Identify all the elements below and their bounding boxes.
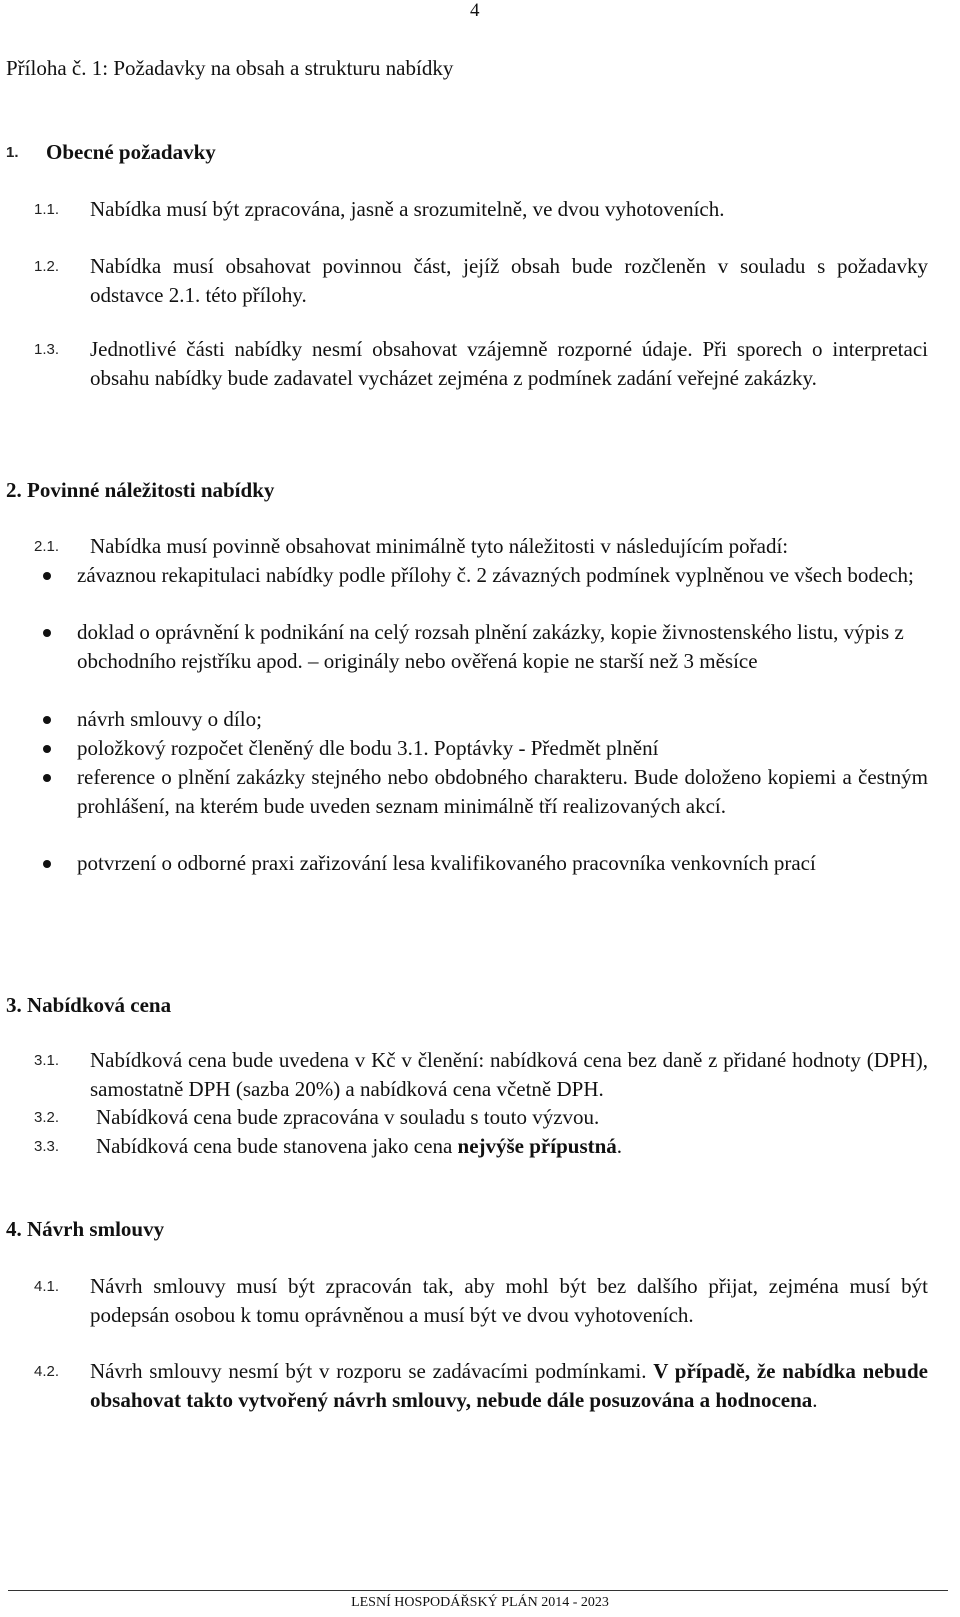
item-4-2-tail: . (812, 1388, 818, 1412)
bullet-item: potvrzení o odborné praxi zařizování lesa kvalifikovaného pracovníka venkovních prací (77, 851, 816, 875)
item-3-3-tail: . (616, 1134, 623, 1158)
page-footer: LESNÍ HOSPODÁŘSKÝ PLÁN 2014 - 2023 (351, 1595, 609, 1610)
item-3-1-text: Nabídková cena bude uvedena v Kč v členění: nabídková cena bez daně z přidané hodnoty (DPH), samostatně DPH (sazba 20%) a nabídková cena včetně DPH. (90, 1048, 928, 1101)
footer-rule (8, 1590, 948, 1591)
item-4-2-number: 4.2. (34, 1363, 60, 1380)
item-4-1-number: 4.1. (34, 1278, 60, 1295)
bullet-item: závaznou rekapitulaci nabídky podle přílohy č. 2 závazných podmínek vyplněnou ve všech bodech; (77, 563, 914, 587)
item-3-2-text: Nabídková cena bude zpracována v souladu s touto výzvou. (96, 1105, 600, 1129)
bullet-item: reference o plnění zakázky stejného nebo obdobného charakteru. Bude doloženo kopiemi a čestným prohlášení, na kterém bude uveden seznam minimálně tří realizovaných akcí. (77, 765, 928, 818)
bullet-item: návrh smlouvy o dílo; (77, 707, 262, 731)
document-title: Příloha č. 1: Požadavky na obsah a strukturu nabídky (6, 56, 454, 80)
bullet-item: položkový rozpočet členěný dle bodu 3.1. Poptávky - Předmět plnění (77, 736, 659, 760)
bullet-dot-icon (43, 745, 51, 753)
item-3-1-number: 3.1. (34, 1052, 60, 1069)
item-1-3-text: Jednotlivé části nabídky nesmí obsahovat vzájemně rozporné údaje. Při sporech o interpretaci obsahu nabídky bude zadavatel vycházet zejména z podmínek zadání veřejné zakázky. (90, 337, 928, 390)
bullet-dot-icon (43, 774, 51, 782)
page-number: 4 (470, 0, 480, 21)
item-1-1-text: Nabídka musí být zpracována, jasně a srozumitelně, ve dvou vyhotoveních. (90, 197, 725, 221)
item-3-3-text-main: Nabídková cena bude stanovena jako cena (96, 1134, 458, 1158)
item-3-2-number: 3.2. (34, 1109, 60, 1126)
item-3-3-emphasis: nejvýše přípustná (457, 1134, 617, 1158)
section-4-heading: 4. Návrh smlouvy (6, 1217, 165, 1241)
item-3-3-number: 3.3. (34, 1138, 60, 1155)
item-4-1-text: Návrh smlouvy musí být zpracován tak, aby mohl být bez dalšího přijat, zejména musí být podepsán osobou k tomu oprávněnou a musí být ve dvou vyhotoveních. (90, 1274, 928, 1327)
section-1-number: 1. (6, 144, 19, 161)
item-3-3-text (96, 1132, 928, 1161)
section-1-heading: Obecné požadavky (46, 140, 216, 164)
bullet-dot-icon (43, 860, 51, 868)
bullet-dot-icon (43, 572, 51, 580)
item-4-2-emphasis: V případě, že nabídka nebude obsahovat takto vytvořený návrh smlouvy, nebude dále posuzována a hodnocena (90, 1359, 928, 1412)
bullet-dot-icon (43, 629, 51, 637)
item-4-2-text (90, 1357, 928, 1415)
bullet-dot-icon (43, 716, 51, 724)
item-2-1-text: Nabídka musí povinně obsahovat minimálně tyto náležitosti v následujícím pořadí: (90, 534, 789, 558)
section-3-heading: 3. Nabídková cena (6, 993, 172, 1017)
bullet-item: doklad o oprávnění k podnikání na celý rozsah plnění zakázky, kopie živnostenského listu, výpis z obchodního rejstříku apod. – originály nebo ověřená kopie ne starší než 3 měsíce (77, 620, 904, 673)
item-1-3-number: 1.3. (34, 341, 60, 358)
item-1-2-text: Nabídka musí obsahovat povinnou část, jejíž obsah bude rozčleněn v souladu s požadavky odstavce 2.1. této přílohy. (90, 254, 928, 307)
item-1-2-number: 1.2. (34, 258, 60, 275)
item-4-2-text-main: Návrh smlouvy nesmí být v rozporu se zadávacími podmínkami. (90, 1359, 654, 1383)
item-2-1-number: 2.1. (34, 538, 60, 555)
item-1-1-number: 1.1. (34, 201, 60, 218)
section-2-heading: 2. Povinné náležitosti nabídky (6, 478, 275, 502)
